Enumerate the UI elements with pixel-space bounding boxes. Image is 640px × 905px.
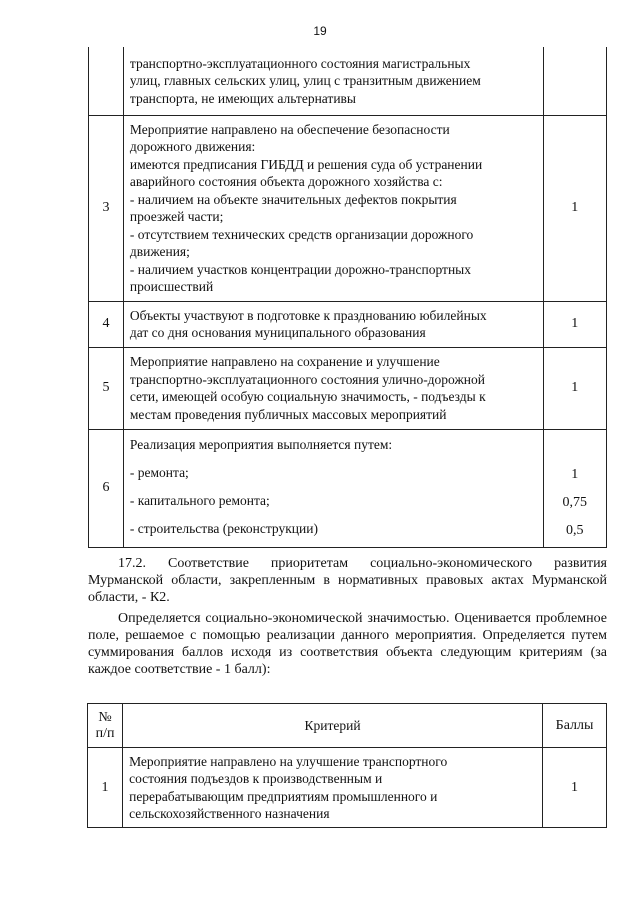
criterion-line: происшествий [129, 279, 214, 294]
criterion-line: проезжей части; [129, 209, 224, 224]
criterion-line: перерабатывающим предприятиям промышленного и [129, 788, 438, 804]
criterion-line: дат со дня основания муниципального образования [129, 325, 426, 340]
criterion-option: - ремонта; [129, 465, 189, 480]
row-number: 1 [88, 748, 123, 828]
header-criterion: Критерий [123, 704, 543, 748]
criterion-intro: Реализация мероприятия выполняется путем: [129, 437, 393, 452]
table-row [89, 301, 607, 347]
option-score: 0,75 [562, 494, 588, 510]
score-list [544, 461, 606, 545]
paragraph-17-2: 17.2. Соответствие приоритетам социально-экономического развития Мурманской области, закрепленным в нормативных правовых актах Мурманской области, - К2. [88, 556, 607, 605]
criterion-line: аварийного состояния объекта дорожного хозяйства с: [129, 174, 443, 189]
table-row [89, 47, 607, 115]
row-number: 3 [89, 115, 124, 301]
criterion-text [123, 115, 543, 301]
row-score: 1 [543, 301, 606, 347]
row-number: 6 [89, 429, 124, 547]
header-score: Баллы [543, 704, 607, 748]
table-row [89, 347, 607, 429]
table-row [89, 115, 607, 301]
row-number [89, 47, 124, 115]
criteria-table-continued [88, 47, 607, 548]
criterion-line: имеются предписания ГИБДД и решения суда об устранении [129, 156, 483, 172]
criteria-table [87, 703, 607, 828]
criterion-option: - капитального ремонта; [129, 493, 270, 508]
option-score: 0,5 [566, 522, 584, 538]
option-score: 1 [571, 466, 579, 482]
criterion-text [123, 429, 543, 547]
row-score: 1 [543, 115, 606, 301]
table-row [88, 748, 607, 828]
criterion-line: транспорта, не имеющих альтернативы [129, 90, 356, 106]
paragraph-definition: Определяется социально-экономической значимостью. Оценивается проблемное поле, решаемое с помощью реализации данного мероприятия. Определяется путем суммирования баллов исходя из соответствия объекта следующим критериям (за каждое соответствие - 1 балл): [88, 611, 607, 677]
criterion-line: местам проведения публичных массовых мероприятий [129, 406, 447, 422]
criterion-line: Мероприятие направлено на улучшение транспортного [129, 753, 448, 769]
criterion-line: - отсутствием технических средств организации дорожного [129, 226, 474, 242]
criterion-line: - наличием участков концентрации дорожно-транспортных [129, 261, 472, 277]
criterion-line: состояния подъездов к производственным и [129, 771, 383, 786]
criterion-line: улиц, главных сельских улиц, улиц с транзитным движением [129, 73, 481, 88]
criterion-line: Мероприятие направлено на сохранение и улучшение [129, 354, 440, 369]
criterion-line: Объекты участвуют в подготовке к празднованию юбилейных [129, 307, 487, 323]
row-number: 4 [89, 301, 124, 347]
table-header-row [88, 704, 607, 748]
row-score: 1 [543, 347, 606, 429]
criterion-line: сельскохозяйственного назначения [129, 806, 330, 821]
criterion-text [123, 301, 543, 347]
criterion-option: - строительства (реконструкции) [129, 521, 318, 536]
criterion-text [123, 47, 543, 115]
table-row [89, 429, 607, 547]
criterion-line: - наличием на объекте значительных дефектов покрытия [129, 191, 457, 207]
criterion-line: сети, имеющей особую социальную значимость, - подъезды к [129, 389, 486, 404]
header-number: № п/п [88, 704, 123, 748]
page-number: 19 [313, 24, 327, 38]
row-score [543, 47, 606, 115]
criterion-text [123, 347, 543, 429]
row-number: 5 [89, 347, 124, 429]
criterion-line: движения; [129, 244, 190, 259]
criterion-line: дорожного движения: [129, 139, 256, 154]
criterion-text [123, 748, 543, 828]
criterion-line: транспортно-эксплуатационного состояния улично-дорожной [129, 371, 485, 387]
row-score [543, 429, 606, 547]
criterion-line: транспортно-эксплуатационного состояния магистральных [129, 55, 471, 71]
row-score: 1 [543, 748, 607, 828]
criterion-line: Мероприятие направлено на обеспечение безопасности [129, 121, 450, 137]
